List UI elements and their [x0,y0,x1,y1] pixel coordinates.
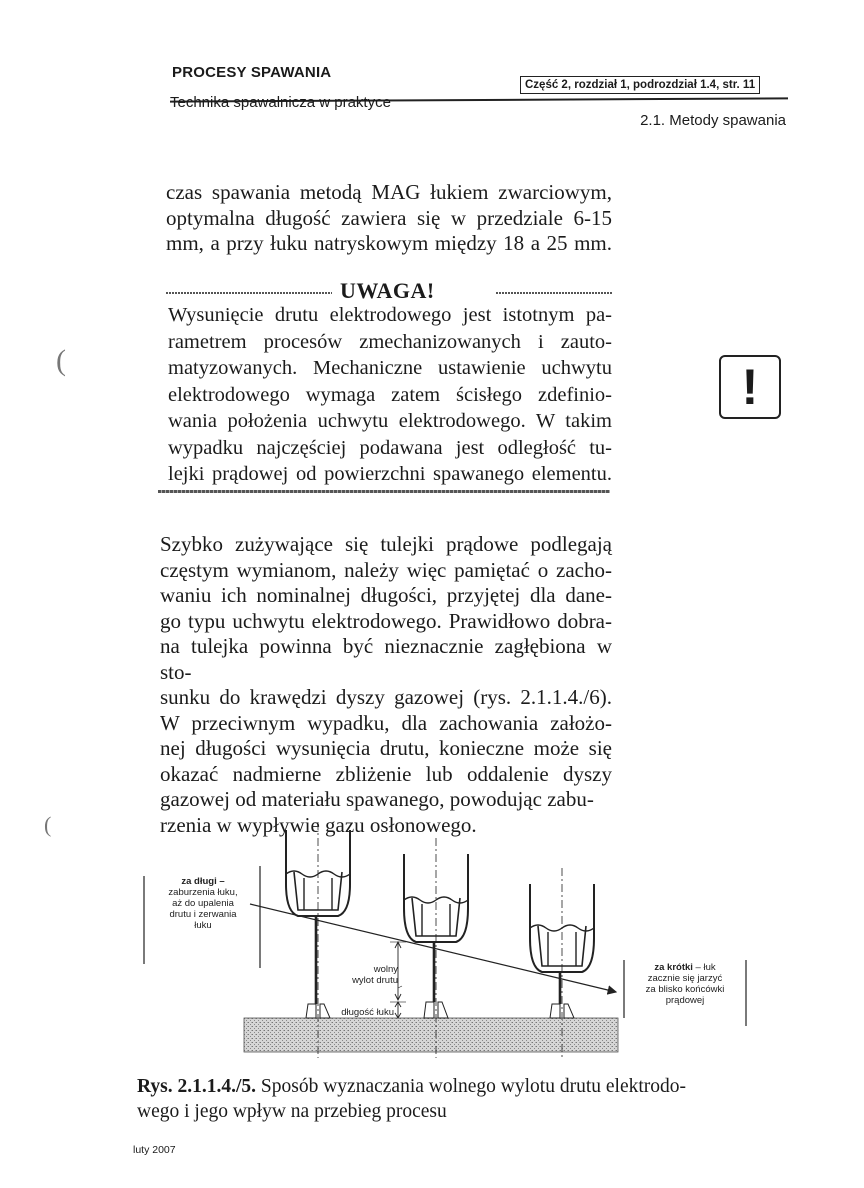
divider [158,490,610,493]
label-line: drutu i zerwania [169,909,237,920]
caption-text: wego i jego wpływ na przebieg procesu [137,1101,447,1122]
caption-number: Rys. 2.1.1.4./5. [137,1076,257,1097]
caption-text: Sposób wyznaczania wolnego wylotu drutu elektrodo- [256,1076,687,1097]
figure-torch-distance [140,818,760,1068]
text-line: W przeciwnym wypadku, dla zachowania założo- [160,710,612,735]
text-line: matyzowanych. Mechaniczne ustawienie uchwytu [168,357,612,379]
label-line: zaburzenia łuku, [168,887,238,898]
exclamation-icon: ! [719,355,781,419]
label-too-long-title: za długi – [181,876,225,887]
paragraph-intro [166,180,612,257]
text-line: częstym wymianom, należy więc pamiętać o zacho- [160,557,612,582]
label-too-short [628,962,742,1006]
text-line: elektrodowego wymaga zatem ścisłego zdefinio- [168,383,612,406]
section-reference: Część 2, rozdział 1, podrozdział 1.4, str. 11 [520,76,760,94]
label-too-short-title: za krótki [654,962,693,973]
label-line: wolny [373,964,398,975]
section-title: 2.1. Metody spawania [640,112,786,129]
label-line: aż do upalenia [172,898,234,909]
text-line: rametrem procesów zmechanizowanych i zauto- [168,330,612,353]
page-footer-date: luty 2007 [133,1144,176,1156]
label-line: wylot drutu [352,975,398,986]
text-line: wania położenia uchwytu elektrodowego. W takim [168,410,612,432]
warning-text [168,302,612,488]
paragraph-main [160,532,612,838]
label-too-long [148,876,258,931]
divider [166,292,332,294]
figure-caption [137,1074,757,1124]
text-line: czas spawania metodą MAG łukiem zwarciowym, [166,180,612,204]
text-line: optymalna długość zawiera się w przedziale 6-15 [166,205,612,230]
text-line: gazowej od materiału spawanego, powodując zabu- [160,787,594,811]
label-line: prądowej [665,995,705,1006]
chapter-title: PROCESY SPAWANIA [172,64,332,81]
label-line: łuku [194,920,212,931]
text-line: wypadku najczęściej podawana jest odległość tu- [168,436,612,459]
text-line: sunku do krawędzi dyszy gazowej (rys. 2.1.1.4./6). [160,685,612,709]
book-subtitle: Technika spawalnicza w praktyce [170,94,391,111]
label-line: za blisko końcówki [645,984,725,995]
warning-title: UWAGA! [340,278,435,303]
text-line: waniu ich nominalnej długości, przyjętej dla dane- [160,583,612,607]
text-line: okazać nadmierne zbliżenie lub oddalenie dyszy [160,761,612,786]
margin-mark: ( [56,344,66,377]
label-line: zacznie się jarzyć [647,973,723,984]
text-line: Szybko zużywające się tulejki prądowe podlegają [160,532,612,556]
label-free-wire [350,964,398,986]
text-line: na tulejka powinna być nieznacznie zagłębiona w sto- [160,634,612,684]
text-line: go typu uchwytu elektrodowego. Prawidłowo dobra- [160,608,612,633]
text-line: nej długości wysunięcia drutu, konieczne może się [160,736,612,760]
text-line: rzenia w wypływie gazu osłonowego. [160,812,477,837]
text-line: lejki prądowej od powierzchni spawanego elementu. [168,463,612,485]
margin-mark: ( [44,812,52,837]
text-line: Wysunięcie drutu elektrodowego jest istotnym pa- [168,304,612,326]
text-line: mm, a przy łuku natryskowym między 18 a 25 mm. [166,231,612,255]
divider [496,292,612,294]
figure-drawing [140,818,760,1068]
label-line: – łuk [692,962,716,973]
label-arc-length: długość łuku [341,1007,394,1018]
